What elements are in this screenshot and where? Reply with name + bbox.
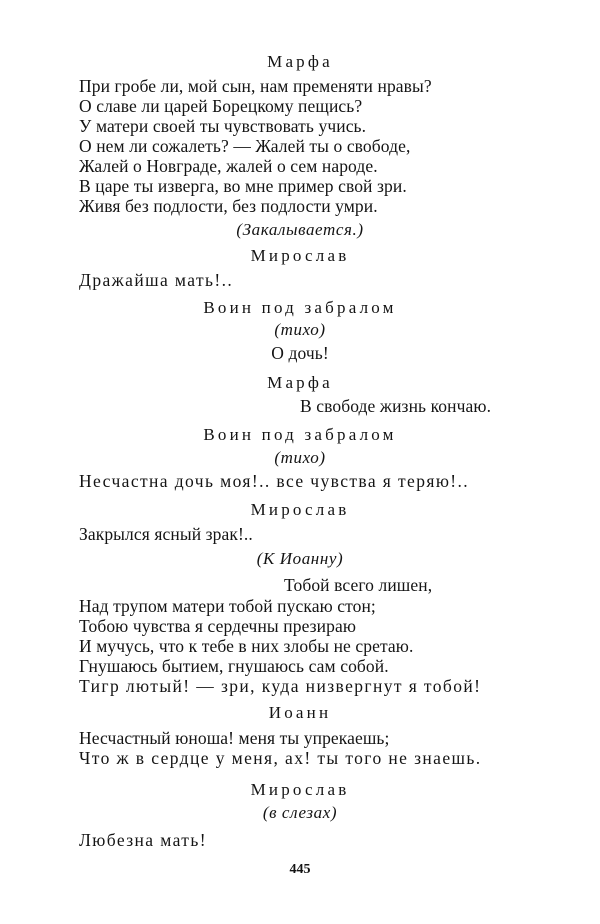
verse-line: Дражайша мать!..	[79, 270, 234, 290]
verse-line: Гнушаюсь бытием, гнушаюсь сам собой.	[79, 656, 389, 676]
stage-direction: (тихо)	[274, 320, 326, 339]
verse-line: В свободе жизнь кончаю.	[300, 396, 492, 416]
verse-line: О дочь!	[271, 343, 329, 363]
speaker-name: Мирослав	[250, 500, 350, 519]
verse-line: Живя без подлости, без подлости умри.	[79, 196, 378, 216]
verse-line: Тобою чувства я сердечны презираю	[79, 616, 357, 636]
stage-direction: (тихо)	[274, 448, 326, 467]
verse-line: В царе ты изверга, во мне пример свой зри.	[79, 176, 407, 196]
verse-line: Жалей о Новграде, жалей о сем народе.	[79, 156, 378, 176]
verse-line: У матери своей ты чувствовать учись.	[79, 116, 367, 136]
verse-line: Закрылся ясный зрак!..	[79, 524, 253, 544]
verse-line: Что ж в сердце у меня, ах! ты того не знаешь.	[79, 748, 482, 768]
speaker-name: Мирослав	[250, 780, 350, 799]
stage-direction: (в слезах)	[262, 803, 338, 822]
verse-line: Любезна мать!	[79, 830, 207, 850]
speaker-name: Воин под забралом	[203, 298, 397, 317]
speaker-name: Марфа	[267, 52, 333, 71]
speaker-name: Иоанн	[268, 703, 332, 722]
page-number: 445	[289, 862, 311, 877]
stage-direction: (К Иоанну)	[256, 549, 344, 568]
verse-line: Над трупом матери тобой пускаю стон;	[79, 596, 376, 616]
stage-direction: (Закалывается.)	[236, 220, 364, 239]
speaker-name: Марфа	[267, 373, 333, 392]
verse-line: О нем ли сожалеть? — Жалей ты о свободе,	[79, 136, 411, 156]
verse-line: Тобой всего лишен,	[284, 575, 433, 595]
verse-line: Несчастный юноша! меня ты упрекаешь;	[79, 728, 390, 748]
verse-line: При гробе ли, мой сын, нам пременяти нравы?	[79, 76, 432, 96]
verse-line: Несчастна дочь моя!.. все чувства я теряю!..	[79, 471, 470, 491]
speaker-name: Воин под забралом	[203, 425, 397, 444]
verse-line: И мучусь, что к тебе в них злобы не сретаю.	[79, 636, 414, 656]
speaker-name: Мирослав	[250, 246, 350, 265]
verse-line: О славе ли царей Борецкому пещись?	[79, 96, 363, 116]
verse-line: Тигр лютый! — зри, куда низвергнут я тобой!	[79, 676, 482, 696]
